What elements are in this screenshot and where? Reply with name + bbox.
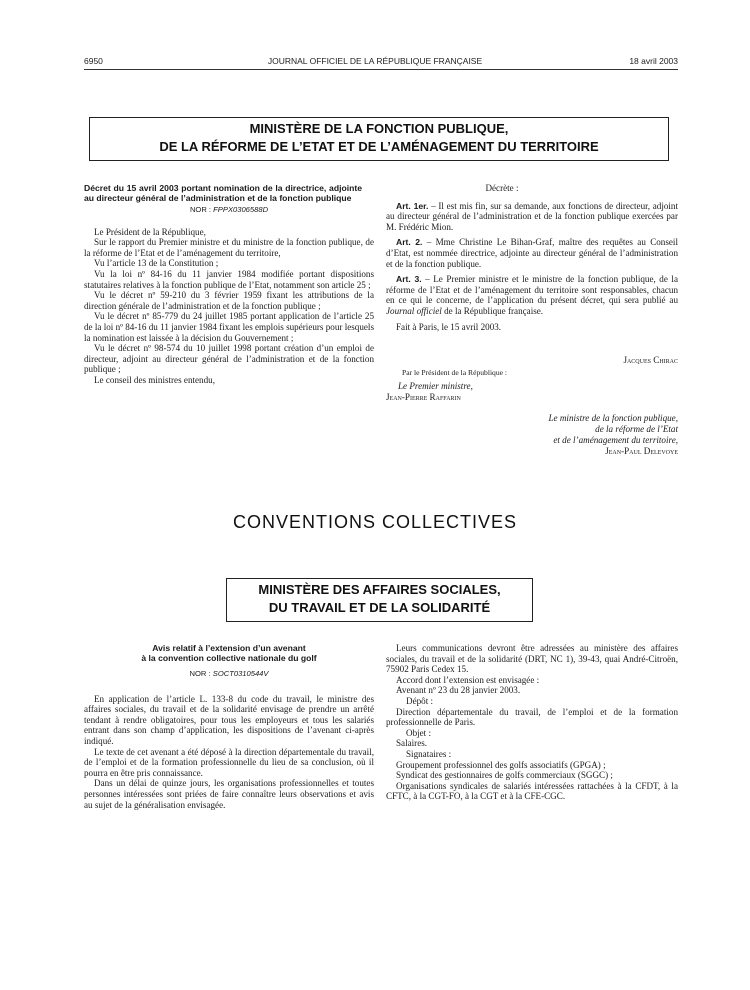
decree-paragraph: Vu la loi nº 84-16 du 11 janvier 1984 modifiée portant dispositions statutaires relatives à la fonction publique de l’Etat, notamment son article 25 ; xyxy=(84,268,374,290)
avis-right-paragraph: Leurs communications devront être adressées au ministère des affaires sociales, du travail et de la solidarité (DRT, NC 1), 39-43, quai André-Citroën, 75902 Paris Cedex 15. xyxy=(386,643,678,675)
avis-right-paragraph: Direction départementale du travail, de l’emploi et de la formation professionnelle de Paris. xyxy=(386,706,678,728)
avis-nor xyxy=(84,669,374,680)
avis-right-paragraph: Objet : xyxy=(406,727,432,738)
decree-paragraph: Vu l’article 13 de la Constitution ; xyxy=(94,258,219,269)
decree-paragraph: Vu le décret nº 98-574 du 10 juillet 1998 portant création d’un emploi de directeur, adjoint au directeur général de l’administration et de la fonction publique ; xyxy=(84,343,374,375)
article-1-text: – Il est mis fin, sur sa demande, aux fonctions de directeur, adjoint au directeur général de l’administration et de la fonction publique exercées par M. Frédéric Mion. xyxy=(386,200,678,232)
decree-left-column xyxy=(84,183,374,386)
decree-nor xyxy=(84,205,374,216)
ministry-social-line1: MINISTÈRE DES AFFAIRES SOCIALES, xyxy=(258,582,501,597)
avis-paragraph: Le texte de cet avenant a été déposé à la direction départementale du travail, de l’emploi et de la formation professionnelle du lieu de sa conclusion, où il pourra en être pris connaissance. xyxy=(84,746,374,778)
prime-minister-title: Le Premier ministre, xyxy=(398,381,473,391)
decree-nor-code: FPPX0306588D xyxy=(213,205,269,214)
avis-right-paragraph: Accord dont l’extension est envisagée : xyxy=(396,674,540,685)
article-1-label: Art. 1er. xyxy=(396,200,429,211)
decree-nor-label: NOR : xyxy=(189,205,212,214)
prime-minister-signature: Jean-Pierre Raffarin xyxy=(386,392,461,402)
avis-right-paragraph: Dépôt : xyxy=(406,695,434,706)
minister-signature: Jean-Paul Delevoye xyxy=(605,446,678,456)
minister-title-1: Le ministre de la fonction publique, xyxy=(548,413,678,423)
decree-paragraph: Sur le rapport du Premier ministre et du ministre de la fonction publique, de la réforme de l’Etat et de l’aménagement du territoire, xyxy=(84,237,374,258)
article-1 xyxy=(386,201,678,233)
decree-right-column xyxy=(386,183,678,332)
ministry-social-heading-box xyxy=(226,578,533,622)
decree-paragraph: Vu le décret nº 85-779 du 24 juillet 1985 portant application de l’article 25 de la loi nº 84-16 du 11 janvier 1984 fixant les emplois supérieurs pour lesquels la nomination est laissée à la décision du Gouvernement ; xyxy=(84,311,374,343)
avis-title-line2: à la convention collective nationale du golf xyxy=(141,653,317,663)
fait-a-paris: Fait à Paris, le 15 avril 2003. xyxy=(396,321,502,332)
avis-right-paragraph: Salaires. xyxy=(396,738,428,749)
header-rule xyxy=(84,69,678,70)
par-le-president: Par le Président de la République : xyxy=(402,368,508,377)
article-3-end: de la République française. xyxy=(441,305,544,316)
minister-title-2: de la réforme de l’Etat xyxy=(595,424,678,434)
article-3 xyxy=(386,274,678,316)
article-3-text: – Le Premier ministre et le ministre de la fonction publique, de la réforme de l’Etat et de l’aménagement du territoire sont responsables, chacun en ce qui le concerne, de l’application du présent décret, qui sera publié au xyxy=(386,274,678,306)
avis-paragraph: En application de l’article L. 133-8 du code du travail, le ministre des affaires sociales, du travail et de la solidarité envisage de prendre un arrêté tendant à rendre obligatoires, pour tous les employeurs et tous les salariés entrant dans son champ d’application, les dispositions de l’avenant ci-après indiqué. xyxy=(84,693,374,746)
ministry-social-line2: DU TRAVAIL ET DE LA SOLIDARITÉ xyxy=(268,600,491,615)
avis-right-paragraph: Syndicat des gestionnaires de golfs commerciaux (SGGC) ; xyxy=(396,770,613,781)
minister-title-3: et de l’aménagement du territoire, xyxy=(553,435,678,445)
avis-title-line1: Avis relatif à l’extension d’un avenant xyxy=(152,643,306,653)
page-number: 6950 xyxy=(84,56,103,66)
avis-nor-code: SOCT0310544V xyxy=(212,669,269,678)
decrete-label: Décrète : xyxy=(485,183,519,193)
journal-title: JOURNAL OFFICIEL DE LA RÉPUBLIQUE FRANÇAISE xyxy=(267,56,483,66)
decree-paragraph: Le conseil des ministres entendu, xyxy=(94,374,215,385)
avis-paragraph: Dans un délai de quinze jours, les organisations professionnelles et toutes personnes intéressées sont priées de faire connaître leurs observations et avis au sujet de la généralisation envisagée. xyxy=(84,778,374,810)
article-2 xyxy=(386,237,678,269)
avis-left-column xyxy=(84,643,374,810)
decree-paragraph: Vu le décret nº 59-210 du 3 février 1959 fixant les attributions de la direction générale de l’administration et de la fonction publique ; xyxy=(84,290,374,311)
article-2-text: – Mme Christine Le Bihan-Graf, maître des requêtes au Conseil d’Etat, est nommée directrice, adjointe au directeur général de l’administration et de la fonction publique. xyxy=(386,237,678,269)
article-3-journal: Journal officiel xyxy=(386,305,442,316)
ministry-heading-line2: DE LA RÉFORME DE L’ETAT ET DE L’AMÉNAGEMENT DU TERRITOIRE xyxy=(159,139,599,154)
ministry-heading-box xyxy=(89,117,669,161)
avis-right-column xyxy=(386,643,678,802)
avis-right-paragraph: Avenant nº 23 du 28 janvier 2003. xyxy=(396,685,521,696)
article-2-label: Art. 2. xyxy=(396,237,423,248)
decree-paragraph: Le Président de la République, xyxy=(94,226,206,237)
article-3-label: Art. 3. xyxy=(396,274,422,285)
ministry-heading-line1: MINISTÈRE DE LA FONCTION PUBLIQUE, xyxy=(249,121,509,136)
avis-nor-label: NOR : xyxy=(189,669,211,678)
avis-right-paragraph: Signataires : xyxy=(406,748,452,759)
publication-date: 18 avril 2003 xyxy=(629,56,678,66)
avis-right-paragraph: Groupement professionnel des golfs associatifs (GPGA) ; xyxy=(396,759,606,770)
decree-title: Décret du 15 avril 2003 portant nomination de la directrice, adjointe au directeur général de l’administration et de la fonction publique xyxy=(84,183,362,203)
president-signature: Jacques Chirac xyxy=(623,355,678,365)
conventions-collectives-title: CONVENTIONS COLLECTIVES xyxy=(232,512,518,532)
avis-right-paragraph: Organisations syndicales de salariés intéressées rattachées à la CFDT, à la CFTC, à la CGT-FO, à la CGT et à la CFE-CGC. xyxy=(386,780,678,802)
